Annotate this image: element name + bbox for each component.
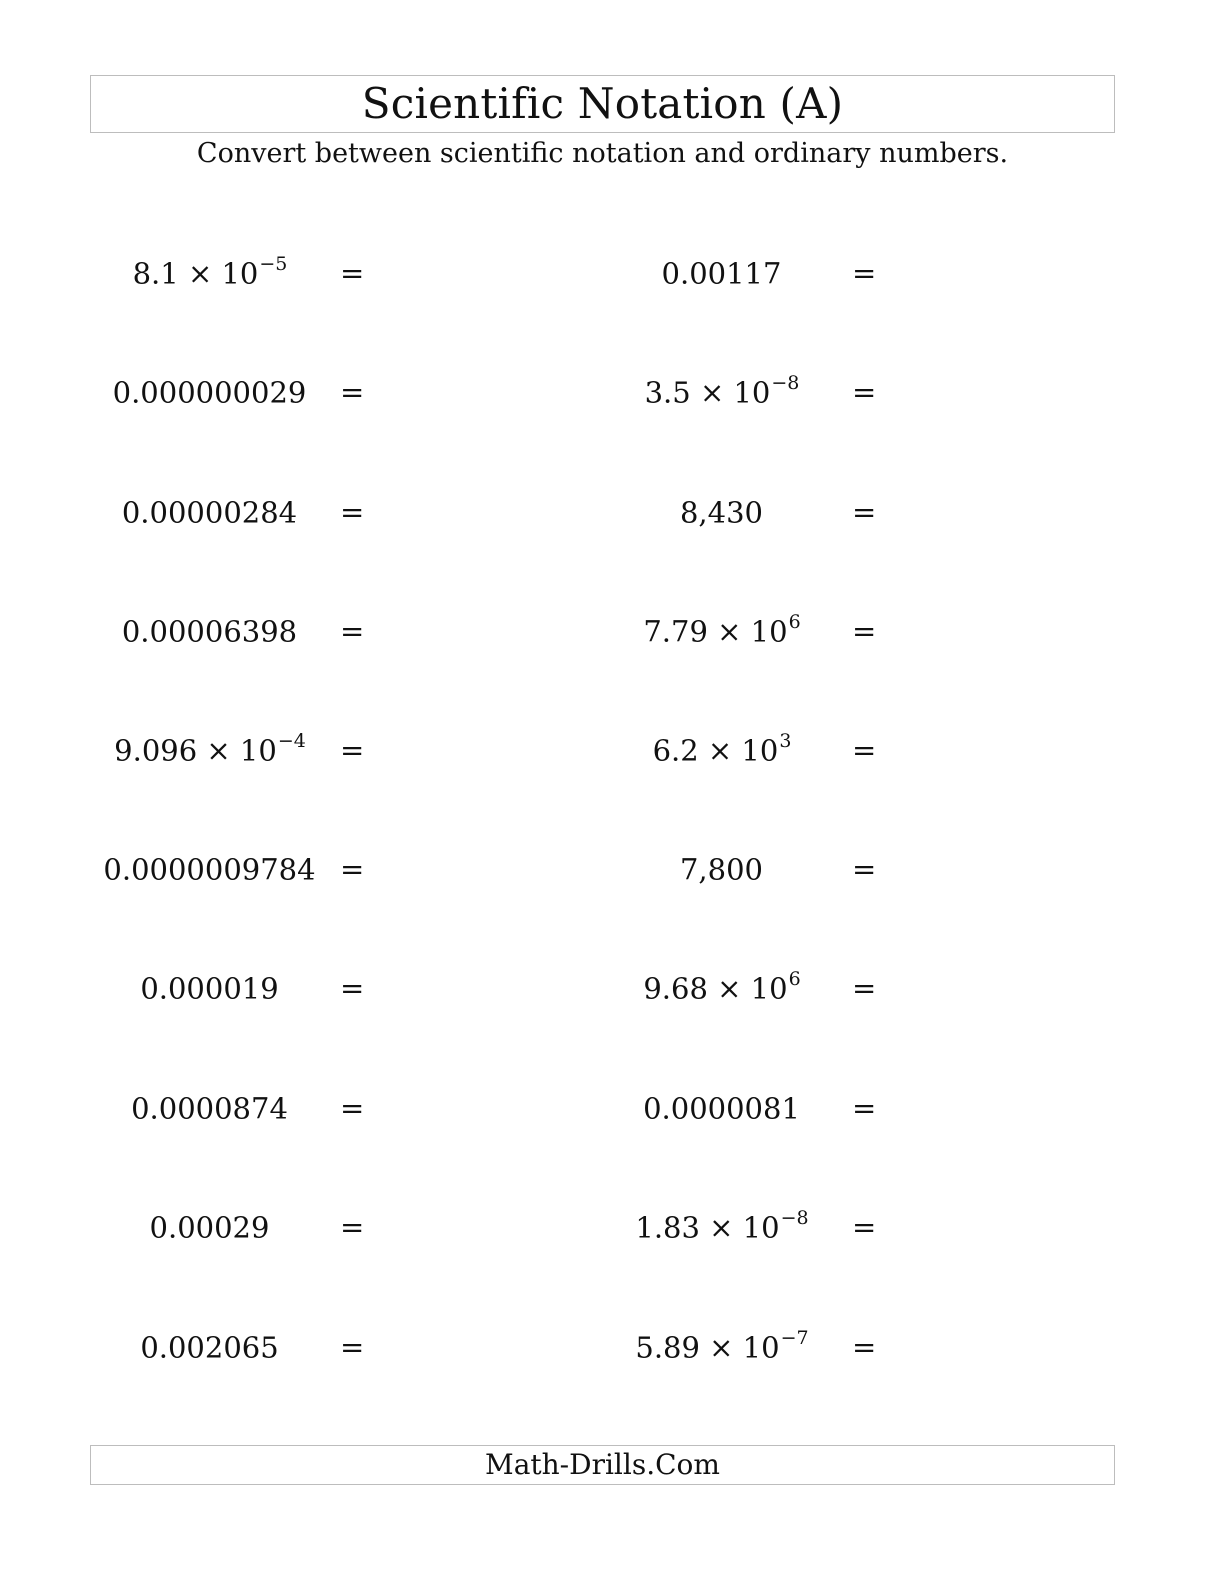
equals-sign: = xyxy=(852,733,877,767)
problem-expression: $7.79 \times 10^6$ xyxy=(643,610,801,649)
footer-site: Math-Drills.Com xyxy=(485,1448,720,1481)
problem-right-2 xyxy=(602,367,877,417)
equals-sign: = xyxy=(340,1330,365,1364)
equals-sign: = xyxy=(340,733,365,767)
problem-expression: $5.89 \times 10^{-7}$ xyxy=(635,1326,809,1365)
page-title: Scientific Notation (A) xyxy=(361,79,844,128)
equals-sign: = xyxy=(340,971,365,1005)
problem-left-2 xyxy=(90,367,365,417)
problem-left-6 xyxy=(90,844,365,894)
problem-expression: 0.00029 xyxy=(149,1210,270,1245)
problem-expression: 0.0000081 xyxy=(643,1091,800,1126)
equals-sign: = xyxy=(852,495,877,529)
problem-left-4 xyxy=(90,606,365,656)
problem-left-3 xyxy=(90,487,365,537)
equals-sign: = xyxy=(340,495,365,529)
equals-sign: = xyxy=(340,614,365,648)
equals-sign: = xyxy=(852,1330,877,1364)
problem-left-5 xyxy=(90,725,365,775)
problem-expression: $8.1 \times 10^{-5}$ xyxy=(132,252,288,291)
equals-sign: = xyxy=(340,256,365,290)
problem-right-5 xyxy=(602,725,877,775)
problem-right-7 xyxy=(602,963,877,1013)
problem-expression: 0.000000029 xyxy=(112,375,307,410)
problem-expression: 8,430 xyxy=(679,495,764,530)
problem-expression: 7,800 xyxy=(679,852,764,887)
problem-expression: $3.5 \times 10^{-8}$ xyxy=(644,371,800,410)
problem-expression: $6.2 \times 10^3$ xyxy=(652,729,792,768)
problem-left-1 xyxy=(90,248,365,298)
problem-right-1 xyxy=(602,248,877,298)
equals-sign: = xyxy=(852,1091,877,1125)
problem-expression: $9.68 \times 10^6$ xyxy=(643,967,801,1006)
problem-expression: 0.002065 xyxy=(140,1330,279,1365)
equals-sign: = xyxy=(340,1091,365,1125)
problem-expression: 0.000019 xyxy=(140,971,279,1006)
equals-sign: = xyxy=(340,375,365,409)
equals-sign: = xyxy=(852,852,877,886)
problem-left-10 xyxy=(90,1322,365,1372)
problem-expression: 0.0000874 xyxy=(131,1091,288,1126)
problem-right-3 xyxy=(602,487,877,537)
equals-sign: = xyxy=(340,1210,365,1244)
equals-sign: = xyxy=(852,256,877,290)
problem-left-8 xyxy=(90,1083,365,1133)
problem-left-7 xyxy=(90,963,365,1013)
instructions: Convert between scientific notation and ordinary numbers. xyxy=(196,138,1009,169)
problem-right-8 xyxy=(602,1083,877,1133)
problem-right-9 xyxy=(602,1202,877,1252)
equals-sign: = xyxy=(852,614,877,648)
problem-right-10 xyxy=(602,1322,877,1372)
problem-expression: 0.00117 xyxy=(661,256,782,291)
equals-sign: = xyxy=(852,375,877,409)
footer-box xyxy=(90,1445,1115,1485)
problem-right-6 xyxy=(602,844,877,894)
equals-sign: = xyxy=(852,971,877,1005)
problem-expression: 0.00006398 xyxy=(121,614,298,649)
equals-sign: = xyxy=(340,852,365,886)
problem-expression: 0.00000284 xyxy=(121,495,298,530)
problem-right-4 xyxy=(602,606,877,656)
problem-left-9 xyxy=(90,1202,365,1252)
problem-expression: $9.096 \times 10^{-4}$ xyxy=(114,729,306,768)
equals-sign: = xyxy=(852,1210,877,1244)
problem-expression: $1.83 \times 10^{-8}$ xyxy=(635,1206,809,1245)
problem-expression: 0.0000009784 xyxy=(103,852,316,887)
